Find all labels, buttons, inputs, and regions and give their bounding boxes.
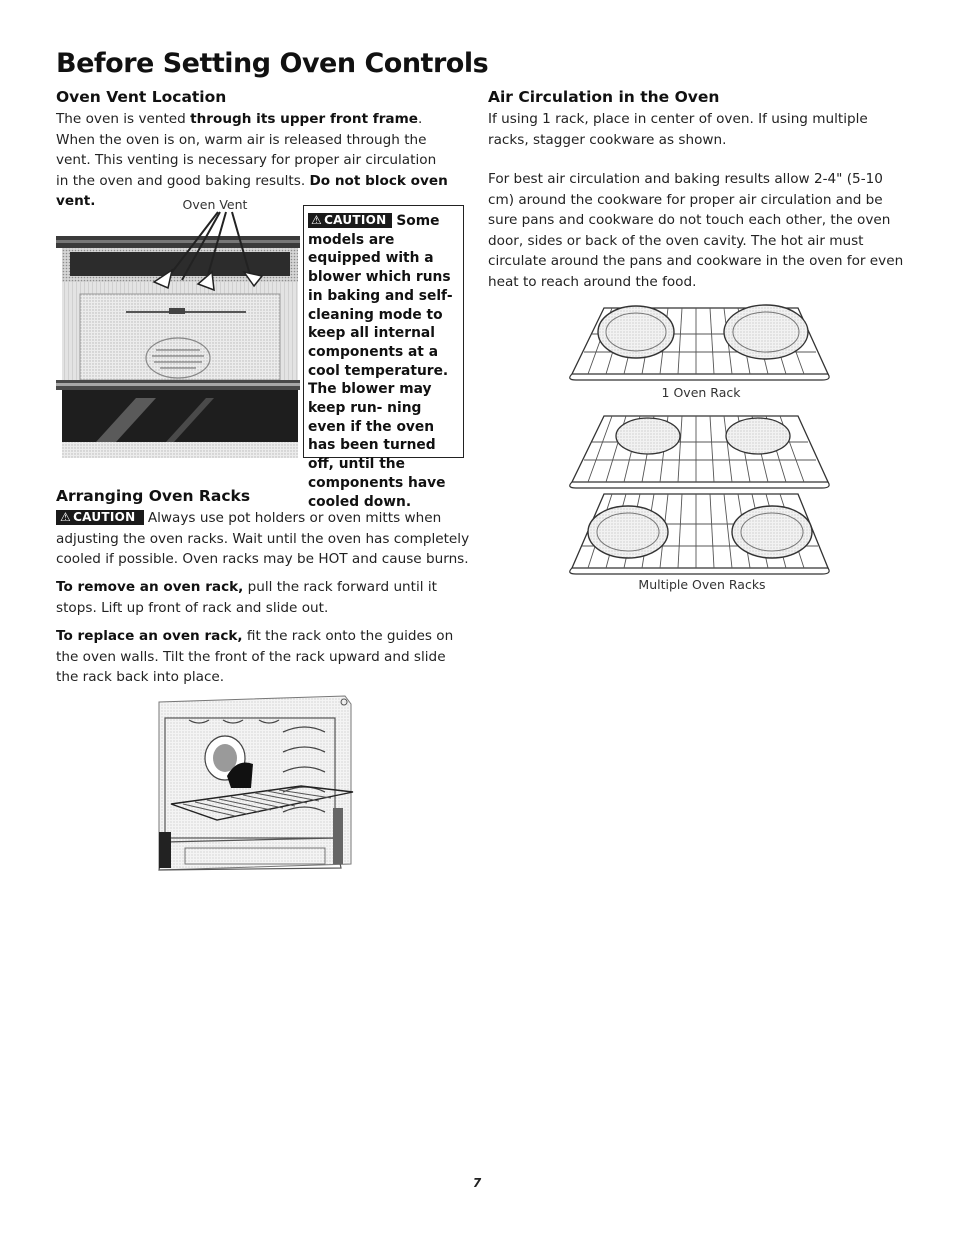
vent-caution-box <box>303 205 464 510</box>
replace-rack-paragraph <box>56 626 470 688</box>
section-heading-racks: Arranging Oven Racks <box>56 487 251 505</box>
remove-rack-bold: To remove an oven rack, <box>56 579 244 595</box>
page-number: 7 <box>472 1176 482 1190</box>
replace-rack-text: fit the rack onto the guides on the oven walls. Tilt the front of the rack upward and slide the rack back into place. <box>56 628 454 685</box>
oven-rack-illustration <box>155 692 355 872</box>
air-paragraph-1: If using 1 rack, place in center of oven. If using multiple racks, stagger cookware as shown. <box>488 111 868 148</box>
section-heading-air: Air Circulation in the Oven <box>488 88 720 106</box>
one-rack-caption: 1 Oven Rack <box>661 385 741 400</box>
vent-text-mid: . When the oven is on, warm air is released through the vent. This venting is necessary for proper air circulation in the oven and good baking results. <box>56 111 437 189</box>
vent-text-bold1: through its upper front frame <box>190 111 418 127</box>
section-heading-vent: Oven Vent Location <box>56 88 227 106</box>
remove-rack-text: pull the rack forward until it stops. Lift up front of rack and slide out. <box>56 579 437 616</box>
caution-badge-label: CAUTION <box>324 213 387 227</box>
one-oven-rack-illustration <box>566 304 832 384</box>
page-title: Before Setting Oven Controls <box>56 48 489 79</box>
vent-text-pre: The oven is vented <box>56 111 191 127</box>
caution-badge-label: CAUTION <box>73 510 136 524</box>
replace-rack-bold: To replace an oven rack, <box>56 628 243 644</box>
oven-vent-illustration <box>56 210 302 460</box>
racks-caution-paragraph <box>56 508 470 570</box>
multiple-oven-racks-illustration <box>566 412 832 576</box>
vent-text-bold2: Do not block oven vent. <box>56 172 448 209</box>
oven-vent-label: Oven Vent <box>182 197 248 212</box>
vent-caution-text: Some models are equipped with a blower which runs in baking and self-cleaning mode to keep all internal components at a cool temperature. The blower may keep run- ning even if the oven has been turned off, until the components have cooled down. <box>308 213 453 510</box>
caution-badge <box>308 213 392 228</box>
caution-badge <box>56 510 144 525</box>
multiple-racks-caption: Multiple Oven Racks <box>638 577 766 592</box>
warning-icon: ⚠ <box>60 510 72 524</box>
remove-rack-paragraph <box>56 577 470 618</box>
air-paragraph-2: For best air circulation and baking results allow 2-4" (5-10 cm) around the cookware for proper air circulation and be sure pans and cookware do not touch each other, the oven door, sides or back of the oven cavity. The hot air must circulate around the pans and cookware in the oven for even heat to reach around the food. <box>488 171 904 290</box>
racks-caution-text: Always use pot holders or oven mitts when adjusting the oven racks. Wait until the oven has completely cooled if possible. Oven racks may be HOT and cause burns. <box>56 510 470 567</box>
warning-icon: ⚠ <box>311 213 323 227</box>
